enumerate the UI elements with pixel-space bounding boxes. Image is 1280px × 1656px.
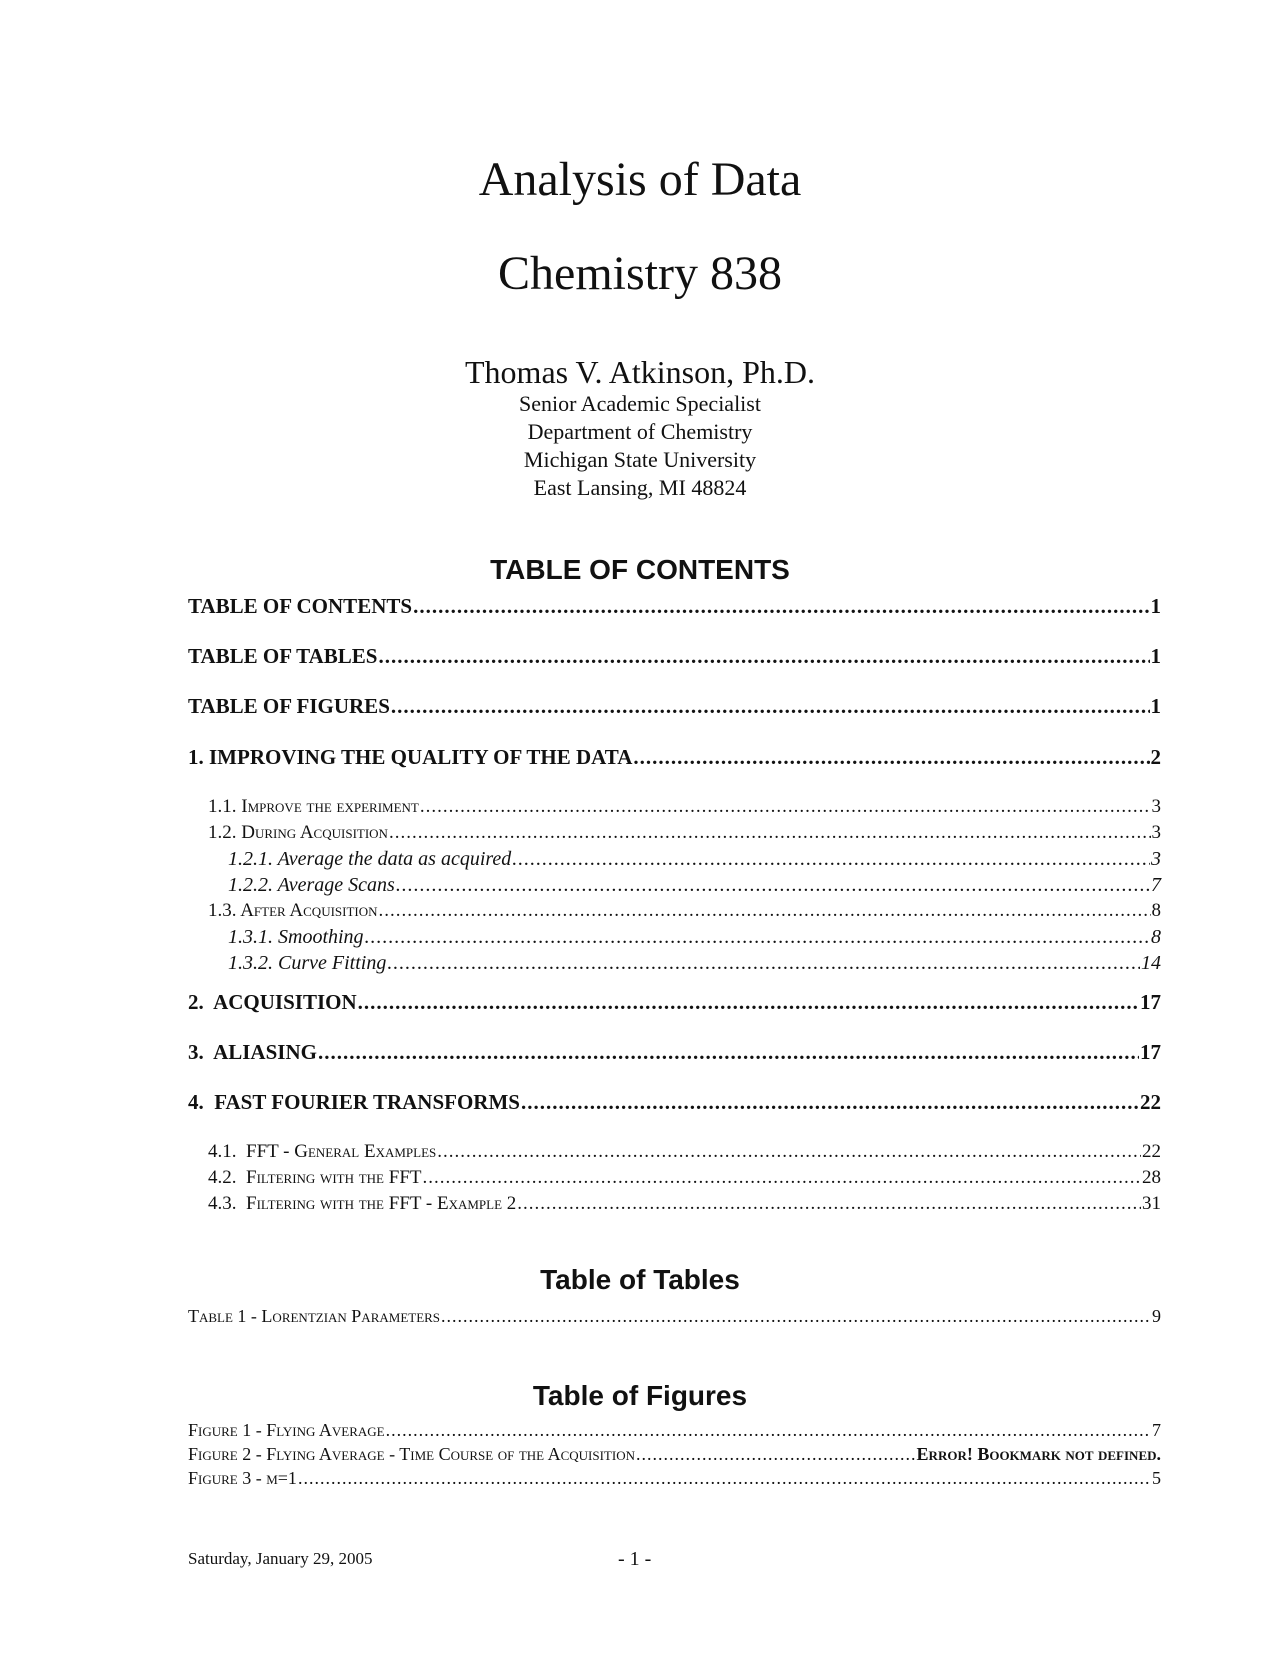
- toc-entry[interactable]: [188, 1037, 1161, 1067]
- toc-entry-page: 7: [1152, 1420, 1161, 1440]
- toc-entry-label: 1.3.2. Curve Fitting: [228, 952, 387, 974]
- toc-entry-page: 14: [1141, 952, 1161, 974]
- toc-entry-page: 8: [1151, 926, 1161, 948]
- leader-dots: [386, 1418, 1151, 1442]
- toc-entry-label: 1.2. During Acquisition: [208, 822, 388, 843]
- toc-entry-label: 2. ACQUISITION: [188, 990, 357, 1014]
- toc-entry-label: TABLE OF FIGURES: [188, 694, 390, 718]
- toc-entry[interactable]: [188, 898, 1161, 924]
- toc-entry[interactable]: [188, 950, 1161, 976]
- toc-entry-label: 4.1. FFT - General Examples: [208, 1141, 437, 1162]
- toc-entry-page: 17: [1140, 990, 1161, 1014]
- leader-dots: [636, 1442, 916, 1466]
- toc-entry-page: 1: [1150, 594, 1161, 618]
- toc-entry[interactable]: [188, 1442, 1161, 1466]
- toc-entry-label: 1. IMPROVING THE QUALITY OF THE DATA: [188, 745, 633, 769]
- leader-dots: [379, 898, 1151, 924]
- toc-entry[interactable]: [188, 1139, 1161, 1165]
- toc-entry-label: 1.1. Improve the experiment: [208, 796, 419, 817]
- footer-date: Saturday, January 29, 2005: [188, 1549, 373, 1568]
- toc-entry-label: Table 1 - Lorentzian Parameters: [188, 1306, 441, 1326]
- toc-entry[interactable]: [188, 794, 1161, 820]
- author-name: Thomas V. Atkinson, Ph.D.: [465, 354, 815, 390]
- toc-entry-page: 1: [1150, 644, 1161, 668]
- toc-entry-label: Figure 1 - Flying Average: [188, 1420, 385, 1440]
- toc-entry[interactable]: [188, 1304, 1161, 1328]
- toc-entry[interactable]: [188, 591, 1161, 621]
- leader-dots: [437, 1139, 1141, 1165]
- toc-entry[interactable]: [188, 1466, 1161, 1490]
- leader-dots: [391, 691, 1150, 721]
- toc-entry[interactable]: [188, 924, 1161, 950]
- leader-dots: [378, 641, 1149, 671]
- leader-dots: [387, 950, 1140, 976]
- toc-entry-page: 9: [1152, 1306, 1161, 1326]
- toc-entry[interactable]: [188, 641, 1161, 671]
- tables-heading: Table of Tables: [540, 1264, 740, 1295]
- leader-dots: [318, 1037, 1139, 1067]
- toc-entry-label: 1.2.2. Average Scans: [228, 874, 395, 896]
- leader-dots: [358, 987, 1139, 1017]
- toc-entry-label: 1.2.1. Average the data as acquired: [228, 848, 512, 870]
- leader-dots: [517, 1191, 1141, 1217]
- toc-entry[interactable]: [188, 872, 1161, 898]
- leader-dots: [423, 1165, 1142, 1191]
- leader-dots: [389, 820, 1151, 846]
- toc-entry-label: 4.2. Filtering with the FFT: [208, 1167, 422, 1188]
- document-title: Analysis of Data: [478, 153, 802, 206]
- affiliation-line: Michigan State University: [523, 447, 757, 472]
- toc-entry-page: 3: [1151, 848, 1161, 870]
- toc-entry[interactable]: [188, 987, 1161, 1017]
- toc-entry[interactable]: [188, 820, 1161, 846]
- toc-entry[interactable]: [188, 1418, 1161, 1442]
- toc-entry-page: 1: [1150, 694, 1161, 718]
- toc-entry-page: 3: [1151, 822, 1161, 843]
- toc-entry[interactable]: [188, 846, 1161, 872]
- leader-dots: [633, 742, 1149, 772]
- toc-entry-label: 1.3. After Acquisition: [208, 900, 378, 921]
- toc-entry-label: Figure 2 - Flying Average - Time Course of the Acquisition: [188, 1444, 635, 1464]
- leader-dots: [441, 1304, 1151, 1328]
- toc-entry-page: 17: [1140, 1040, 1161, 1064]
- toc-entry-page: 3: [1151, 796, 1161, 817]
- toc-entry[interactable]: [188, 1165, 1161, 1191]
- toc-entry-page: 7: [1151, 874, 1161, 896]
- bookmark-error-text: Error! Bookmark not defined.: [916, 1444, 1161, 1464]
- figures-heading: Table of Figures: [532, 1380, 748, 1411]
- toc-entry-label: 1.3.1. Smoothing: [228, 926, 364, 948]
- leader-dots: [396, 872, 1150, 898]
- toc-entry-label: Figure 3 - m=1: [188, 1468, 297, 1488]
- toc-entry[interactable]: [188, 691, 1161, 721]
- toc-entry-label: 4.3. Filtering with the FFT - Example 2: [208, 1193, 517, 1214]
- leader-dots: [298, 1466, 1151, 1490]
- toc-entry-page: 31: [1142, 1193, 1161, 1214]
- toc-entry-page: 5: [1152, 1468, 1161, 1488]
- toc-entry-label: TABLE OF CONTENTS: [188, 594, 413, 618]
- leader-dots: [413, 591, 1149, 621]
- toc-entry-page: 22: [1140, 1090, 1161, 1114]
- toc-heading: TABLE OF CONTENTS: [490, 554, 790, 585]
- toc-entry-page: 28: [1142, 1167, 1161, 1188]
- footer-page-number: - 1 -: [618, 1548, 652, 1570]
- leader-dots: [420, 794, 1151, 820]
- leader-dots: [365, 924, 1150, 950]
- author-affiliation: [0, 390, 1280, 502]
- toc-entry[interactable]: [188, 1191, 1161, 1217]
- affiliation-line: Senior Academic Specialist: [519, 391, 761, 416]
- toc-entry-page: 8: [1151, 900, 1161, 921]
- toc-entry-label: TABLE OF TABLES: [188, 644, 378, 668]
- affiliation-line: Department of Chemistry: [527, 419, 753, 444]
- toc-entry-label: 3. ALIASING: [188, 1040, 317, 1064]
- affiliation-line: East Lansing, MI 48824: [533, 475, 747, 500]
- toc-entry-page: 22: [1142, 1141, 1161, 1162]
- course-title: Chemistry 838: [498, 247, 782, 300]
- toc-entry-label: 4. FAST FOURIER TRANSFORMS: [188, 1090, 520, 1114]
- toc-entry[interactable]: [188, 742, 1161, 772]
- toc-entry[interactable]: [188, 1087, 1161, 1117]
- leader-dots: [521, 1087, 1139, 1117]
- leader-dots: [512, 846, 1150, 872]
- toc-entry-page: 2: [1150, 745, 1161, 769]
